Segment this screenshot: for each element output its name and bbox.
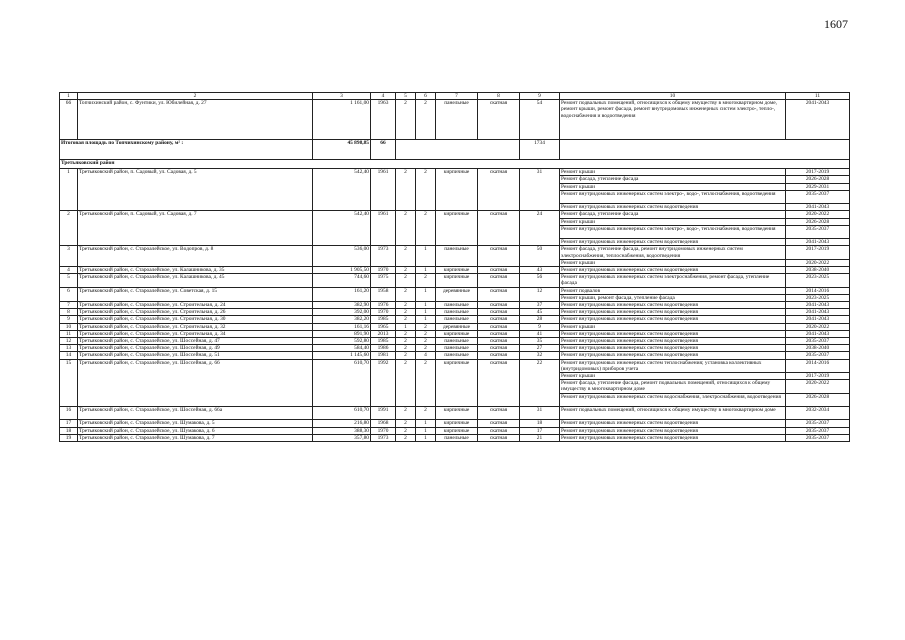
page-number: 1607 [824,17,848,31]
roof-type-cell: скатная [478,309,520,316]
area-cell: 610,70 [313,407,371,420]
period-cell: 2035-2037 [786,434,850,441]
work-type-cell: Ремонт фасада, утепление фасада, ремонт внутридомовых инженерных систем электроснабжения, теплоснабжения, водоотведения [560,246,786,259]
row-number: 2 [60,211,78,246]
period-cell: 2026-2028 [786,176,850,183]
entrances-cell: 1 [416,267,436,274]
total-count: 66 [371,140,396,160]
work-type-cell: Ремонт крыши [560,373,786,380]
period-cell: 2026-2028 [786,218,850,225]
column-number: 8 [478,93,520,100]
wall-material-cell: кирпичные [436,427,478,434]
roof-type-cell: скатная [478,330,520,337]
total-label: Итоговая площадь по Топчихинскому району, м² : [60,140,313,160]
entrances-cell: 1 [416,434,436,441]
entrances-cell: 1 [416,287,436,301]
work-type-cell: Ремонт внутридомовых инженерных систем водоотведения [560,420,786,427]
wall-material-cell: деревянные [436,287,478,301]
row-number: 17 [60,420,78,427]
work-type-cell: Ремонт внутридомовых инженерных систем водоотведения [560,204,786,211]
floors-cell: 2 [396,338,416,345]
roof-type-cell: скатная [478,287,520,301]
period-cell: 2041-2043 [786,330,850,337]
year-cell: 1985 [371,316,396,323]
row-number: 12 [60,338,78,345]
residents-cell: 43 [520,267,560,274]
row-number: 66 [60,100,78,140]
period-cell: 2020-2022 [786,380,850,393]
period-cell: 2035-2037 [786,338,850,345]
residents-cell: 37 [520,302,560,309]
work-type-cell: Ремонт внутридомовых инженерных систем водоотведения [560,345,786,352]
address-cell: Третьяковский район, с. Староалейское, ул. Шоссейная, д. 49 [78,345,313,352]
work-type-cell: Ремонт фасада, утепление фасада [560,211,786,218]
entrances-cell: 2 [416,274,436,287]
residents-cell: 24 [520,211,560,246]
row-number: 9 [60,316,78,323]
area-cell: 610,70 [313,359,371,406]
work-type-cell: Ремонт внутридомовых инженерных систем водоотведения [560,330,786,337]
table-row [60,420,850,427]
area-cell: 216,80 [313,420,371,427]
floors-cell: 2 [396,352,416,359]
year-cell: 1992 [371,359,396,406]
address-cell: Третьяковский район, с. Староалейское, ул. Шоссейная, д. 51 [78,352,313,359]
year-cell: 1986 [371,345,396,352]
address-cell: Третьяковский район, с. Староалейское, ул. Шумакова, д. 6 [78,427,313,434]
period-cell: 2035-2037 [786,352,850,359]
work-type-cell: Ремонт подвальных помещений, относящихся к общему имуществу в многоквартирном доме [560,407,786,420]
row-number: 6 [60,287,78,301]
floors-cell: 2 [396,100,416,140]
wall-material-cell: панельные [436,352,478,359]
address-cell: Третьяковский район, с. Староалейское, ул. Шоссейная, д. 47 [78,338,313,345]
entrances-cell: 2 [416,330,436,337]
row-number: 11 [60,330,78,337]
period-cell: 2038-2040 [786,267,850,274]
table-row [60,246,850,259]
roof-type-cell: скатная [478,246,520,267]
address-cell: Третьяковский район, с. Староалейское, ул. Шумакова, д. 7 [78,434,313,441]
empty-cell [396,140,520,160]
column-number: 7 [436,93,478,100]
residents-cell: 56 [520,274,560,287]
work-type-cell: Ремонт внутридомовых инженерных систем водоотведения [560,352,786,359]
area-cell: 592,80 [313,338,371,345]
row-number: 4 [60,267,78,274]
column-number: 6 [416,93,436,100]
wall-material-cell: кирпичные [436,330,478,337]
area-cell: 1 145,60 [313,352,371,359]
address-cell: Третьяковский район, с. Староалейское, ул. Советская, д. 15 [78,287,313,301]
residents-cell: 35 [520,338,560,345]
wall-material-cell: кирпичные [436,274,478,287]
area-cell: 161,20 [313,287,371,301]
work-type-cell: Ремонт внутридомовых инженерных систем водоснабжения, электроснабжения, водоотведения [560,393,786,406]
roof-type-cell: скатная [478,100,520,140]
address-cell: Третьяковский район, с. Староалейское, ул. Калашникова, д. 45 [78,274,313,287]
wall-material-cell: кирпичные [436,420,478,427]
table-row [60,352,850,359]
address-cell: Третьяковский район, с. Староалейское, ул. Строительная, д. 32 [78,323,313,330]
work-type-cell: Ремонт внутридомовых инженерных систем водоотведения [560,267,786,274]
floors-cell: 2 [396,287,416,301]
roof-type-cell: скатная [478,427,520,434]
roof-type-cell: скатная [478,169,520,211]
area-cell: 1 905,50 [313,267,371,274]
area-cell: 891,90 [313,330,371,337]
residents-cell: 41 [520,330,560,337]
column-number: 11 [786,93,850,100]
residents-cell: 21 [520,434,560,441]
row-number: 5 [60,274,78,287]
roof-type-cell: скатная [478,323,520,330]
residents-cell: 50 [520,246,560,267]
row-number: 7 [60,302,78,309]
area-cell: 357,80 [313,434,371,441]
address-cell: Третьяковский район, с. Староалейское, ул. Шоссейная, д. 66 [78,359,313,406]
work-type-cell: Ремонт внутридомовых инженерных систем теплоснабжения; установка коллективных (внутридомовых) приборов учета [560,359,786,372]
entrances-cell: 1 [416,427,436,434]
entrances-cell: 1 [416,309,436,316]
wall-material-cell: деревянные [436,323,478,330]
floors-cell: 1 [396,323,416,330]
row-number: 15 [60,359,78,406]
residents-cell: 31 [520,169,560,211]
work-type-cell: Ремонт внутридомовых инженерных систем электроснабжения, ремонт фасада, утепление фасада [560,274,786,287]
area-cell: 536,00 [313,246,371,267]
roof-type-cell: скатная [478,359,520,406]
floors-cell: 2 [396,169,416,211]
total-row [60,140,850,160]
table-row [60,211,850,218]
work-type-cell: Ремонт крыши [560,218,786,225]
floors-cell: 2 [396,267,416,274]
floors-cell: 2 [396,274,416,287]
year-cell: 1976 [371,302,396,309]
work-type-cell: Ремонт внутридомовых инженерных систем электро-, водо-, теплоснабжения, водоотведения [560,190,786,203]
year-cell: 1975 [371,274,396,287]
floors-cell: 2 [396,359,416,406]
area-cell: 388,30 [313,427,371,434]
entrances-cell: 2 [416,407,436,420]
period-cell: 2017-2019 [786,373,850,380]
residents-cell: 31 [520,407,560,420]
period-cell: 2014-2016 [786,359,850,372]
table-row [60,267,850,274]
year-cell: 1981 [371,352,396,359]
work-type-cell: Ремонт фасада, утепление фасада, ремонт подвальных помещений, относящихся к общему имуществу в многоквартирном доме [560,380,786,393]
work-type-cell: Ремонт крыши [560,169,786,176]
period-cell: 2029-2031 [786,183,850,190]
row-number: 18 [60,427,78,434]
work-type-cell: Ремонт подвальных помещений, относящихся к общему имуществу в многоквартирном доме, ремонт крыши, ремонт фасада, ремонт внутридомовых инженерных систем электро-, тепло-, водоснабжения и водоотведения [560,100,786,140]
entrances-cell: 1 [416,302,436,309]
year-cell: 1973 [371,434,396,441]
wall-material-cell: панельные [436,100,478,140]
work-type-cell: Ремонт внутридомовых инженерных систем водоотведения [560,309,786,316]
work-type-cell: Ремонт внутридомовых инженерных систем водоотведения [560,434,786,441]
entrances-cell: 1 [416,316,436,323]
table-row [60,169,850,176]
roof-type-cell: скатная [478,302,520,309]
floors-cell: 2 [396,427,416,434]
year-cell: 1970 [371,267,396,274]
table-row [60,359,850,372]
entrances-cell: 1 [416,246,436,267]
address-cell: Третьяковский район, с. Староалейское, ул. Строительная, д. 30 [78,316,313,323]
year-cell: 1968 [371,420,396,427]
floors-cell: 2 [396,345,416,352]
residents-cell: 22 [520,359,560,406]
empty-cell [560,140,850,160]
column-number: 3 [313,93,371,100]
residents-cell: 28 [520,316,560,323]
address-cell: Третьяковский район, с. Староалейское, ул. Водопров, д. 8 [78,246,313,267]
entrances-cell: 2 [416,100,436,140]
table-row [60,434,850,441]
table-row [60,345,850,352]
work-type-cell: Ремонт подвалов [560,287,786,294]
column-number: 9 [520,93,560,100]
year-cell: 2013 [371,330,396,337]
year-cell: 1958 [371,287,396,301]
period-cell: 2035-2037 [786,420,850,427]
year-cell: 1963 [371,100,396,140]
period-cell: 2026-2028 [786,393,850,406]
roof-type-cell: скатная [478,434,520,441]
roof-type-cell: скатная [478,338,520,345]
entrances-cell: 2 [416,169,436,211]
work-type-cell: Ремонт фасада, утепление фасада [560,176,786,183]
roof-type-cell: скатная [478,211,520,246]
roof-type-cell: скатная [478,420,520,427]
entrances-cell: 2 [416,211,436,246]
period-cell: 2041-2043 [786,309,850,316]
entrances-cell: 2 [416,323,436,330]
table-row [60,323,850,330]
period-cell: 2041-2043 [786,100,850,140]
row-number: 10 [60,323,78,330]
row-number: 8 [60,309,78,316]
wall-material-cell: кирпичные [436,407,478,420]
floors-cell: 2 [396,246,416,267]
address-cell: Третьяковский район, с. Староалейское, ул. Шумакова, д. 5 [78,420,313,427]
wall-material-cell: панельные [436,246,478,267]
work-type-cell: Ремонт крыши [560,183,786,190]
wall-material-cell: панельные [436,316,478,323]
column-number-row [60,93,850,100]
year-cell: 1991 [371,407,396,420]
work-type-cell: Ремонт крыши, ремонт фасада, утепление фасада [560,294,786,301]
address-cell: Третьяковский район, п. Садовый, ул. Садовая, д. 7 [78,211,313,246]
year-cell: 1985 [371,338,396,345]
period-cell: 2017-2019 [786,169,850,176]
roof-type-cell: скатная [478,407,520,420]
wall-material-cell: панельные [436,345,478,352]
floors-cell: 2 [396,407,416,420]
area-cell: 382,20 [313,316,371,323]
work-type-cell: Ремонт внутридомовых инженерных систем водоотведения [560,338,786,345]
year-cell: 1965 [371,323,396,330]
roof-type-cell: скатная [478,274,520,287]
work-type-cell: Ремонт крыши [560,323,786,330]
floors-cell: 2 [396,434,416,441]
wall-material-cell: кирпичные [436,359,478,406]
roof-type-cell: скатная [478,352,520,359]
column-number: 2 [78,93,313,100]
entrances-cell: 2 [416,345,436,352]
row-number: 13 [60,345,78,352]
column-number: 5 [396,93,416,100]
period-cell: 2041-2043 [786,316,850,323]
residents-cell: 18 [520,420,560,427]
address-cell: Третьяковский район, с. Староалейское, ул. Шоссейная, д. 66а [78,407,313,420]
entrances-cell: 2 [416,359,436,406]
period-cell: 2035-2037 [786,190,850,203]
work-type-cell: Ремонт внутридомовых инженерных систем электро-, водо-, теплоснабжения, водоотведения [560,225,786,238]
floors-cell: 2 [396,302,416,309]
table-row [60,330,850,337]
period-cell: 2020-2022 [786,259,850,266]
table-row [60,287,850,294]
residents-cell: 27 [520,345,560,352]
period-cell: 2014-2016 [786,287,850,294]
work-type-cell: Ремонт внутридомовых инженерных систем водоотведения [560,316,786,323]
wall-material-cell: кирпичные [436,211,478,246]
roof-type-cell: скатная [478,267,520,274]
work-type-cell: Ремонт крыши [560,259,786,266]
residents-cell: 9 [520,323,560,330]
floors-cell: 2 [396,420,416,427]
period-cell: 2032-2034 [786,407,850,420]
total-area: 45 898,85 [313,140,371,160]
row-number: 14 [60,352,78,359]
entrances-cell: 1 [416,420,436,427]
period-cell: 2038-2040 [786,345,850,352]
table-row [60,407,850,420]
work-type-cell: Ремонт внутридомовых инженерных систем водоотведения [560,302,786,309]
residents-cell: 12 [520,287,560,301]
entrances-cell: 4 [416,352,436,359]
floors-cell: 2 [396,316,416,323]
year-cell: 1970 [371,427,396,434]
district-row [60,160,850,169]
period-cell: 2020-2022 [786,323,850,330]
address-cell: Третьяковский район, с. Староалейское, ул. Строительная, д. 24 [78,302,313,309]
residents-cell: 45 [520,309,560,316]
entrances-cell: 2 [416,338,436,345]
residents-cell: 17 [520,427,560,434]
wall-material-cell: панельные [436,338,478,345]
area-cell: 542,40 [313,211,371,246]
period-cell: 2023-2025 [786,294,850,301]
wall-material-cell: кирпичные [436,267,478,274]
wall-material-cell: панельные [436,309,478,316]
period-cell: 2017-2019 [786,246,850,259]
column-number: 4 [371,93,396,100]
area-cell: 584,40 [313,345,371,352]
period-cell: 2041-2043 [786,239,850,246]
year-cell: 1961 [371,211,396,246]
year-cell: 1961 [371,169,396,211]
row-number: 16 [60,407,78,420]
period-cell: 2035-2037 [786,225,850,238]
address-cell: Третьяковский район, с. Староалейское, ул. Строительная, д. 34 [78,330,313,337]
district-title: Третьяковский район [60,160,850,169]
period-cell: 2023-2025 [786,274,850,287]
table-row [60,427,850,434]
table-row [60,338,850,345]
column-number: 1 [60,93,78,100]
roof-type-cell: скатная [478,316,520,323]
table-row [60,274,850,287]
period-cell: 2035-2037 [786,427,850,434]
address-cell: Третьяковский район, п. Садовый, ул. Садовая, д. 5 [78,169,313,211]
address-cell: Третьяковский район, с. Староалейское, ул. Калашникова, д. 35 [78,267,313,274]
area-cell: 161,16 [313,323,371,330]
wall-material-cell: кирпичные [436,169,478,211]
row-number: 19 [60,434,78,441]
roof-type-cell: скатная [478,345,520,352]
address-cell: Третьяковский район, с. Староалейское, ул. Строительная, д. 26 [78,309,313,316]
total-residents: 1734 [520,140,560,160]
period-cell: 2041-2043 [786,302,850,309]
table-row [60,302,850,309]
area-cell: 382,90 [313,302,371,309]
work-type-cell: Ремонт внутридомовых инженерных систем водоотведения [560,239,786,246]
year-cell: 1970 [371,309,396,316]
address-cell: Топчихинский район, с. Фунтики, ул. Юбилейная, д. 27 [78,100,313,140]
column-number: 10 [560,93,786,100]
period-cell: 2020-2022 [786,211,850,218]
floors-cell: 2 [396,211,416,246]
area-cell: 744,60 [313,274,371,287]
table-row [60,309,850,316]
wall-material-cell: панельные [436,302,478,309]
year-cell: 1973 [371,246,396,267]
residents-cell: 54 [520,100,560,140]
area-cell: 392,00 [313,309,371,316]
area-cell: 542,40 [313,169,371,211]
residents-cell: 32 [520,352,560,359]
floors-cell: 2 [396,309,416,316]
row-number: 1 [60,169,78,211]
row-number: 3 [60,246,78,267]
table-row [60,100,850,140]
work-type-cell: Ремонт внутридомовых инженерных систем водоотведения [560,427,786,434]
period-cell: 2041-2043 [786,204,850,211]
floors-cell: 2 [396,330,416,337]
housing-register-table [59,92,850,442]
table-row [60,316,850,323]
wall-material-cell: панельные [436,434,478,441]
area-cell: 1 161,00 [313,100,371,140]
